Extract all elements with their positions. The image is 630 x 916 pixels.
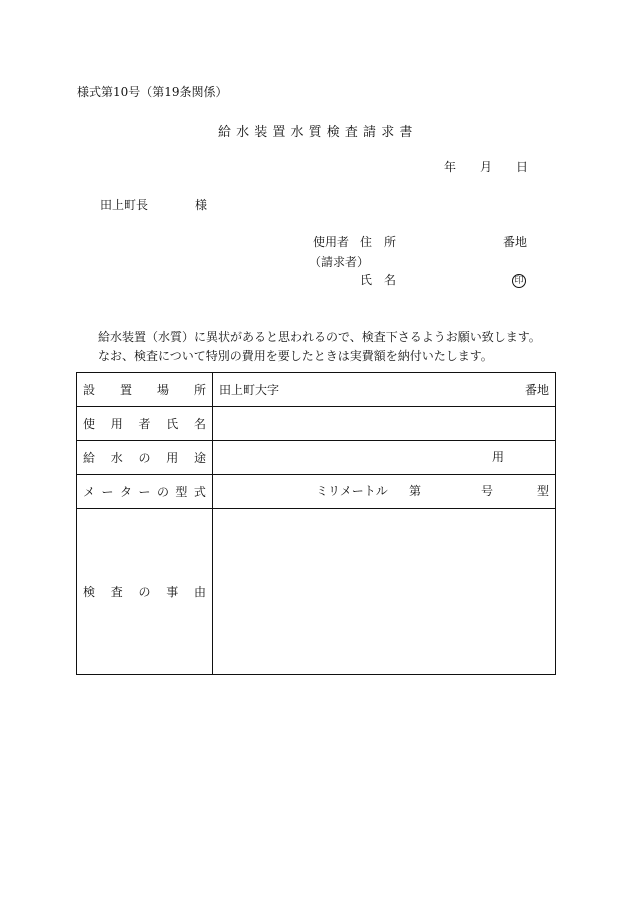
addressee-name: 田上町長 [100, 198, 149, 212]
meter-type-number: 号 [481, 484, 494, 498]
table-row-user-name [77, 407, 556, 441]
meter-type-value-cell[interactable] [213, 475, 556, 509]
inspection-request-table [76, 372, 556, 675]
date-year-label: 年 [444, 160, 457, 174]
water-use-value-cell[interactable] [213, 441, 556, 475]
location-prefix: 田上町大字 [219, 382, 280, 397]
applicant-role-sub-label: （請求者） [309, 255, 370, 269]
water-use-label: 給 水 の 用 途 [83, 450, 206, 465]
date-month-label: 月 [480, 160, 493, 174]
location-value-cell[interactable] [213, 373, 556, 407]
addressee-honorific: 様 [195, 198, 208, 212]
table-row-water-use [77, 441, 556, 475]
reason-label: 検 査 の 事 由 [83, 584, 206, 599]
meter-type-ordinal: 第 [409, 484, 422, 498]
body-text-line-1: 給水装置（水質）に異状があると思われるので、検査下さるようお願い致します。 [98, 330, 541, 344]
table-row-meter-type [77, 475, 556, 509]
meter-type-label-cell [77, 475, 213, 509]
reason-value-cell[interactable] [213, 509, 556, 675]
meter-type-label: メ ー タ ー の 型 式 [83, 484, 206, 499]
user-name-label-cell [77, 407, 213, 441]
applicant-name-label: 氏 名 [360, 273, 397, 287]
water-use-suffix: 用 [492, 450, 505, 464]
seal-mark [512, 273, 526, 288]
water-use-label-cell [77, 441, 213, 475]
body-text-line-2: なお、検査について特別の費用を要したときは実費額を納付いたします。 [98, 349, 493, 363]
seal-icon: 印 [512, 274, 526, 288]
applicant-address-label: 住 所 [360, 235, 397, 249]
user-name-value-cell[interactable] [213, 407, 556, 441]
form-number: 様式第10号（第19条関係） [77, 85, 228, 99]
location-label-cell [77, 373, 213, 407]
date-day-label: 日 [516, 160, 529, 174]
table-row-location [77, 373, 556, 407]
location-label: 設 置 場 所 [83, 382, 206, 397]
applicant-address-suffix: 番地 [503, 235, 528, 249]
table-row-reason [77, 509, 556, 675]
location-suffix: 番地 [524, 382, 549, 397]
document-title: 給 水 装 置 水 質 検 査 請 求 書 [218, 125, 413, 140]
meter-type-type: 型 [536, 484, 549, 498]
meter-type-unit: ミリメートル [316, 484, 388, 498]
applicant-role-label: 使用者 [313, 235, 350, 249]
user-name-label: 使 用 者 氏 名 [83, 416, 206, 431]
reason-label-cell [77, 509, 213, 675]
